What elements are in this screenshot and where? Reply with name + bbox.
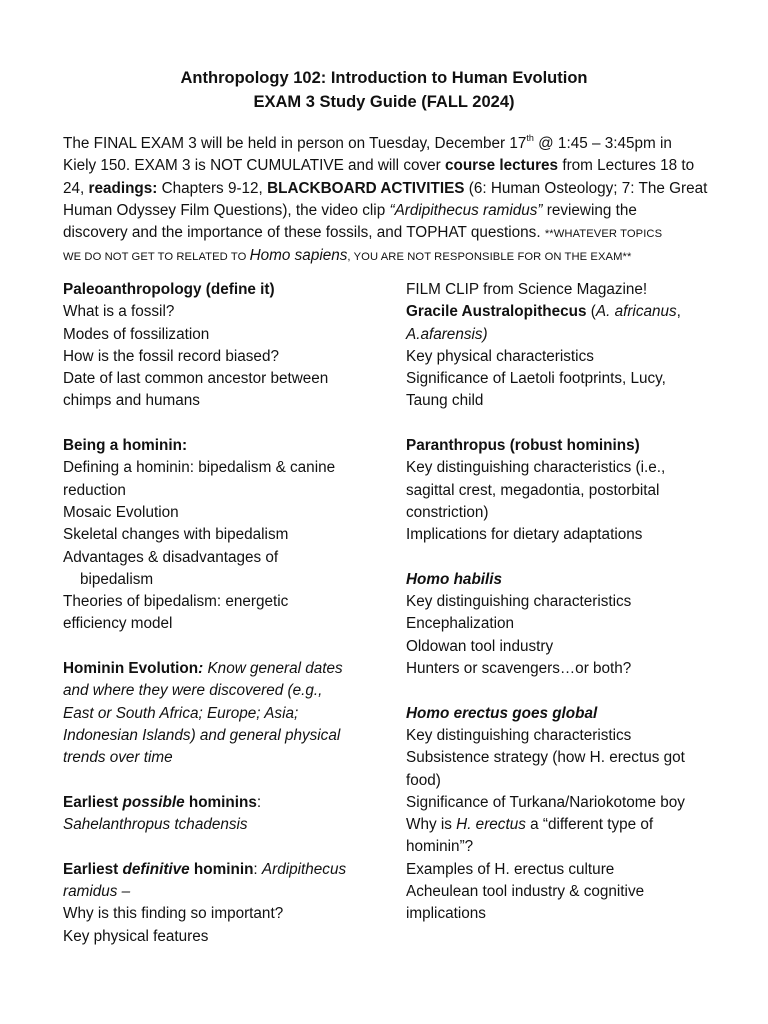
section-heading-homo-habilis: Homo habilis — [406, 570, 503, 588]
left-column — [63, 279, 363, 948]
list-item: trends over time — [63, 749, 173, 767]
list-item: implications — [406, 905, 486, 923]
intro-line: discovery and the importance of these fossils, and TOPHAT questions. **WHATEVER TOPICS — [63, 224, 663, 242]
list-item: Defining a hominin: bipedalism & canine — [63, 459, 336, 477]
list-item: efficiency model — [63, 615, 173, 633]
intro-line: 24, readings: Chapters 9-12, BLACKBOARD ACTIVITIES (6: Human Osteology; 7: The Great — [63, 179, 708, 197]
title-line-1: Anthropology 102: Introduction to Human Evolution — [180, 69, 588, 87]
list-item: hominin”? — [406, 838, 474, 856]
list-item: reduction — [63, 481, 126, 499]
list-item: Key physical characteristics — [406, 347, 594, 365]
list-item: Hunters or scavengers…or both? — [406, 660, 632, 678]
list-item: Encephalization — [406, 615, 515, 633]
list-item: Why is H. erectus a “different type of — [406, 816, 654, 834]
intro-line: Kiely 150. EXAM 3 is NOT CUMULATIVE and will cover course lectures from Lectures 18 to — [63, 157, 695, 175]
list-item: food) — [406, 771, 441, 789]
list-item: ramidus – — [63, 883, 131, 901]
list-item: constriction) — [406, 503, 489, 521]
list-item: Theories of bipedalism: energetic — [63, 593, 289, 611]
list-item: Key physical features — [63, 927, 209, 945]
list-item: Indonesian Islands) and general physical — [63, 726, 341, 744]
list-item: Significance of Laetoli footprints, Lucy, — [406, 370, 666, 388]
list-item: Oldowan tool industry — [406, 637, 554, 655]
list-item: Significance of Turkana/Nariokotome boy — [406, 793, 685, 811]
list-item: East or South Africa; Europe; Asia; — [63, 704, 299, 722]
list-item: sagittal crest, megadontia, postorbital — [406, 481, 660, 499]
intro-line: WE DO NOT GET TO RELATED TO Homo sapiens, YOU ARE NOT RESPONSIBLE FOR ON THE EXAM** — [63, 247, 632, 265]
list-item: Implications for dietary adaptations — [406, 526, 643, 544]
section-heading-gracile-australopithecus: Gracile Australopithecus (A. africanus, — [406, 303, 681, 321]
right-column — [406, 279, 716, 926]
title-line-2: EXAM 3 Study Guide (FALL 2024) — [253, 93, 515, 111]
section-heading-earliest-definitive: Earliest definitive hominin: Ardipithecus — [63, 860, 347, 878]
list-item: Skeletal changes with bipedalism — [63, 526, 289, 544]
list-item: Mosaic Evolution — [63, 503, 179, 521]
list-item: Key distinguishing characteristics — [406, 726, 632, 744]
section-heading-paleoanthropology: Paleoanthropology (define it) — [63, 281, 275, 298]
list-item: How is the fossil record biased? — [63, 347, 279, 365]
list-item: Modes of fossilization — [63, 325, 210, 343]
intro-paragraph — [63, 133, 713, 269]
film-clip-note: FILM CLIP from Science Magazine! — [406, 281, 648, 298]
section-heading-earliest-possible: Earliest possible hominins: — [63, 793, 262, 811]
list-item: Date of last common ancestor between — [63, 370, 329, 388]
section-heading-paranthropus: Paranthropus (robust hominins) — [406, 437, 640, 455]
list-item: A.afarensis) — [406, 325, 488, 343]
list-item: Key distinguishing characteristics (i.e., — [406, 459, 666, 477]
section-heading-hominin-evolution: Hominin Evolution: Know general dates — [63, 660, 343, 678]
list-item: Taung child — [406, 392, 484, 410]
list-item: Examples of H. erectus culture — [406, 860, 615, 878]
list-item: Advantages & disadvantages of — [63, 548, 279, 566]
list-item: bipedalism — [80, 570, 154, 588]
list-item: Acheulean tool industry & cognitive — [406, 883, 645, 901]
intro-line: The FINAL EXAM 3 will be held in person on Tuesday, December 17th @ 1:45 – 3:45pm in — [63, 132, 672, 152]
section-heading-being-a-hominin: Being a hominin: — [63, 437, 188, 455]
list-item: Sahelanthropus tchadensis — [63, 816, 248, 834]
list-item: chimps and humans — [63, 392, 200, 410]
section-heading-homo-erectus: Homo erectus goes global — [406, 704, 598, 722]
list-item: What is a fossil? — [63, 303, 175, 321]
document-title — [0, 66, 768, 114]
intro-line: Human Odyssey Film Questions), the video clip “Ardipithecus ramidus” reviewing the — [63, 201, 637, 219]
list-item: Why is this finding so important? — [63, 905, 284, 923]
list-item: and where they were discovered (e.g., — [63, 682, 323, 700]
list-item: Subsistence strategy (how H. erectus got — [406, 749, 685, 767]
list-item: Key distinguishing characteristics — [406, 593, 632, 611]
